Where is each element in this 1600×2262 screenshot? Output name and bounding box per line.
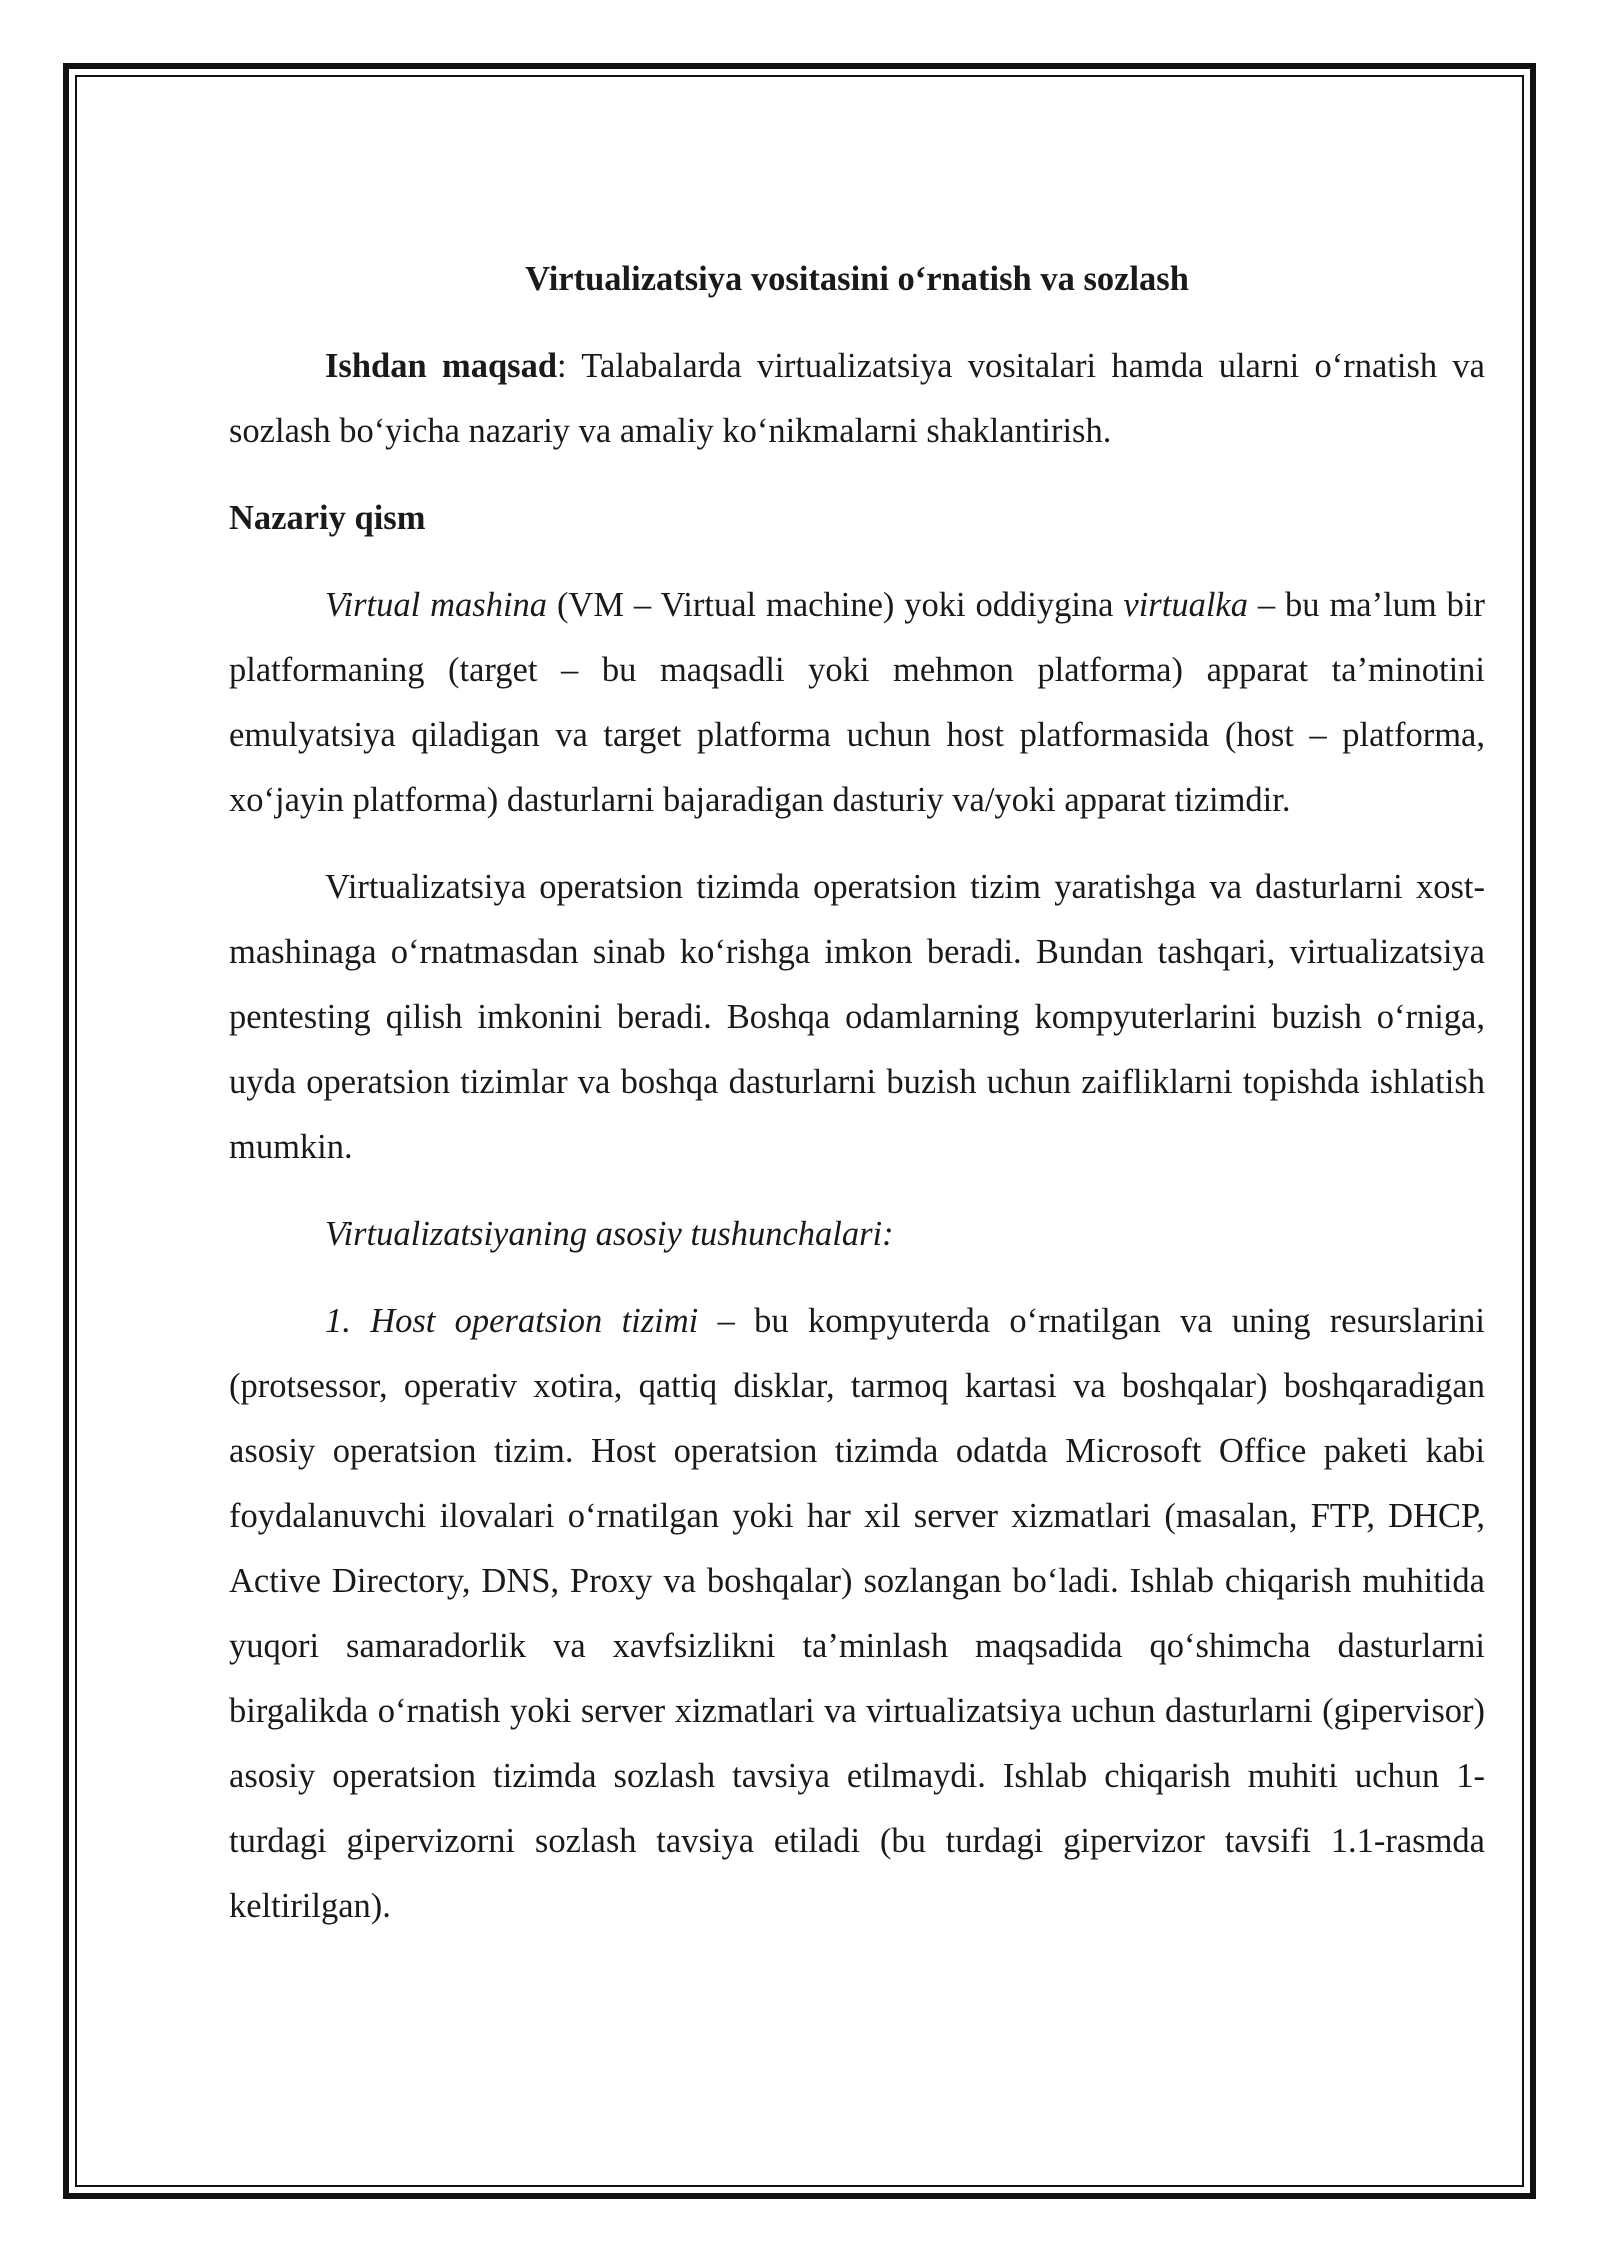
goal-paragraph <box>229 334 1485 464</box>
goal-text: : Talabalarda virtualizatsiya vositalari hamda ularni o‘rnatish va sozlash bo‘yicha nazariy va amaliy ko‘nikmalarni shaklantirish. <box>229 347 1485 450</box>
host-os-term: 1. Host operatsion tizimi <box>325 1302 699 1340</box>
section-heading: Nazariy qism <box>229 499 426 537</box>
vm-text-2: – bu ma’lum bir platformaning (target – bu maqsadli yoki mehmon platforma) apparat ta’minotini emulyatsiya qiladigan va target platforma uchun host platformasida (host – platforma, xo‘jayin platforma) dasturlarni bajaradigan dasturiy va/yoki apparat tizimdir. <box>229 586 1485 819</box>
vm-text-1: (VM – Virtual machine) yoki oddiygina <box>547 586 1124 624</box>
goal-label: Ishdan maqsad <box>325 347 558 385</box>
host-os-text: – bu kompyuterda o‘rnatilgan va uning resurslarini (protsessor, operativ xotira, qattiq disklar, tarmoq kartasi va boshqalar) boshqaradigan asosiy operatsion tizim. Host operatsion tizimda odatda Microsoft Office paketi kabi foydalanuvchi ilovalari o‘rnatilgan yoki har xil server xizmatlari (masalan, FTP, DHCP, Active Directory, DNS, Proxy va boshqalar) sozlangan bo‘ladi. Ishlab chiqarish muhitida yuqori samaradorlik va xavfsizlikni ta’minlash maqsadida qo‘shimcha dasturlarni birgalikda o‘rnatish yoki server xizmatlari va virtualizatsiya uchun dasturlarni (gipervisor) asosiy operatsion tizimda sozlash tavsiya etilmaydi. Ishlab chiqarish muhiti uchun 1-turdagi gipervizorni sozlash tavsiya etiladi (bu turdagi gipervizor tavsifi 1.1-rasmda keltirilgan). <box>229 1302 1485 1925</box>
virtualization-paragraph: Virtualizatsiya operatsion tizimda operatsion tizim yaratishga va dasturlarni xost-mashinaga o‘rnatmasdan sinab ko‘rishga imkon beradi. Bundan tashqari, virtualizatsiya pentesting qilish imkonini beradi. Boshqa odamlarning kompyuterlarini buzish o‘rniga, uyda operatsion tizimlar va boshqa dasturlarni buzish uchun zaifliklarni topishda ishlatish mumkin. <box>229 868 1485 1166</box>
document-title: Virtualizatsiya vositasini o‘rnatish va sozlash <box>525 260 1189 298</box>
vm-term: Virtual mashina <box>325 586 548 624</box>
host-os-paragraph <box>229 1289 1485 1939</box>
virtualka-term: virtualka <box>1123 586 1248 624</box>
vm-definition-paragraph <box>229 573 1485 833</box>
document-body <box>229 247 1485 1961</box>
concepts-heading: Virtualizatsiyaning asosiy tushunchalari: <box>325 1215 894 1253</box>
